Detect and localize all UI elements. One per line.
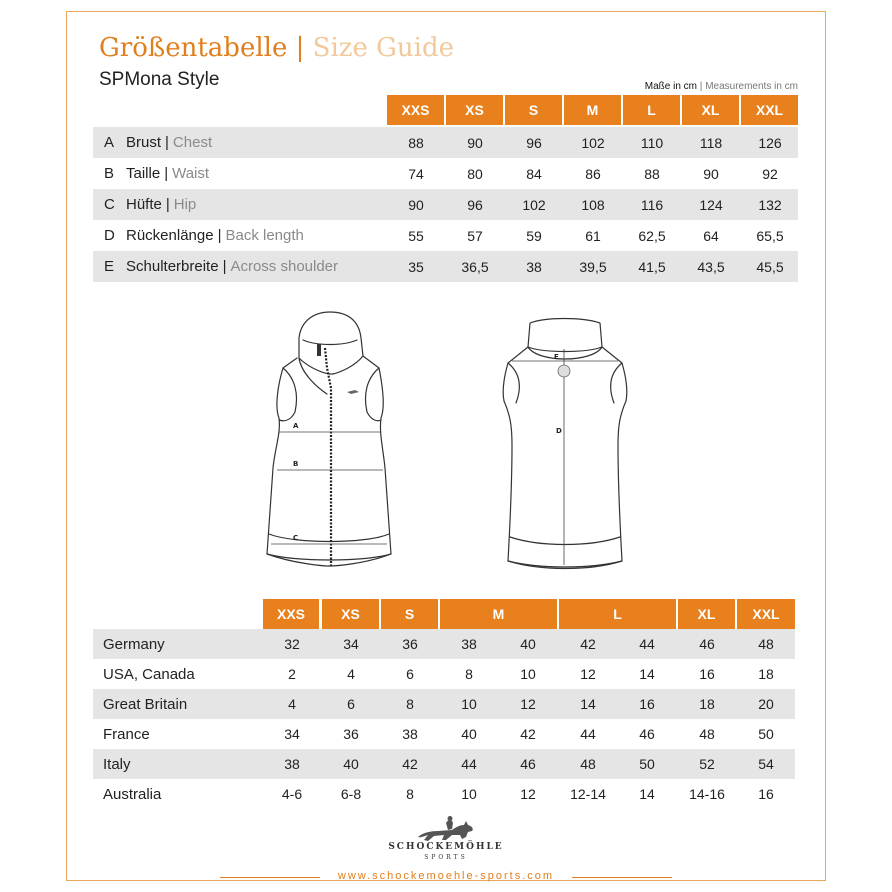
label-separator: | [164,165,169,182]
cell-value: 62,5 [638,227,666,244]
cell-value: 8 [465,666,473,682]
cell-value: 50 [758,726,774,742]
title-separator: | [295,33,305,63]
cell-value: 38 [402,726,418,742]
table-row [93,779,795,809]
cell-value: 8 [406,786,414,802]
diagram-label-c: C [293,534,299,542]
cell-value: 14 [639,786,655,802]
units-separator: | [699,81,703,92]
conv-header-s: S [381,599,438,629]
cell-value: 118 [699,134,723,151]
table-row [93,719,795,749]
cell-value: 86 [585,165,601,182]
row-label [126,134,212,151]
size-header-xxs: XXS [387,95,444,125]
cell-value: 92 [762,165,778,182]
table-row [93,689,795,719]
cell-value: 38 [461,636,477,652]
cell-value: 88 [408,134,424,151]
diagram-label-e: E [554,353,559,361]
label-separator: | [222,258,227,275]
conv-header-xl: XL [678,599,735,629]
country-label: France [103,725,150,743]
units-german: Maße in cm [644,81,698,92]
cell-value: 14-16 [689,786,725,802]
cell-value: 16 [699,666,715,682]
cell-value: 10 [461,696,477,712]
row-label [126,227,304,244]
cell-value: 32 [284,636,300,652]
cell-value: 126 [758,134,782,151]
page-title [99,30,454,66]
conv-header-xxl: XXL [737,599,795,629]
cell-value: 132 [758,196,782,213]
cell-value: 52 [699,756,715,772]
cell-value: 54 [758,756,774,772]
cell-value: 45,5 [756,258,784,275]
cell-value: 46 [639,726,655,742]
row-letter: A [104,134,115,151]
cell-value: 48 [580,756,596,772]
cell-value: 20 [758,696,774,712]
cell-value: 34 [284,726,300,742]
cell-value: 2 [288,666,296,682]
cell-value: 38 [284,756,300,772]
cell-value: 96 [467,196,483,213]
brand-name: SCHOCKEMÖHLE [388,842,504,852]
row-letter: E [104,258,115,275]
cell-value: 88 [644,165,660,182]
label-german: Schulterbreite [126,258,219,275]
website-url[interactable]: www.schockemoehle-sports.com [337,870,555,882]
label-german: Brust [126,134,162,151]
cell-value: 65,5 [756,227,784,244]
cell-value: 48 [699,726,715,742]
cell-value: 36 [402,636,418,652]
label-english: Back length [225,227,304,244]
cell-value: 12-14 [570,786,606,802]
size-header-l: L [623,95,680,125]
country-label: Italy [103,755,131,773]
label-english: Chest [172,134,213,151]
row-label [126,258,338,275]
cell-value: 4 [288,696,296,712]
cell-value: 90 [467,134,483,151]
table-row [93,251,798,282]
cell-value: 6-8 [340,786,362,802]
cell-value: 84 [526,165,542,182]
conv-header-xxs: XXS [263,599,319,629]
cell-value: 48 [758,636,774,652]
cell-value: 42 [580,636,596,652]
table-row [93,127,798,158]
cell-value: 124 [699,196,723,213]
label-separator: | [217,227,222,244]
diagram-label-b: B [293,460,299,468]
table-row [93,158,798,189]
cell-value: 42 [520,726,536,742]
row-letter: D [104,227,115,244]
cell-value: 42 [402,756,418,772]
table-row [93,220,798,251]
cell-value: 6 [347,696,355,712]
table-row [93,659,795,689]
cell-value: 40 [520,636,536,652]
label-separator: | [165,134,169,151]
units-english: Measurements in cm [705,81,798,92]
cell-value: 38 [526,258,542,275]
cell-value: 44 [580,726,596,742]
cell-value: 12 [580,666,596,682]
cell-value: 8 [406,696,414,712]
cell-value: 90 [408,196,424,213]
diagram-label-a: A [293,422,299,430]
style-name: SPMona Style [99,69,220,90]
label-german: Taille [126,165,161,182]
cell-value: 44 [639,636,655,652]
size-header-s: S [505,95,562,125]
conv-header-m: M [440,599,557,629]
cell-value: 90 [703,165,719,182]
cell-value: 14 [580,696,596,712]
cell-value: 102 [522,196,546,213]
cell-value: 116 [640,196,664,213]
cell-value: 80 [467,165,483,182]
country-label: USA, Canada [103,665,195,683]
size-header-xl: XL [682,95,739,125]
row-letter: C [104,196,115,213]
cell-value: 108 [581,196,605,213]
cell-value: 36 [343,726,359,742]
cell-value: 64 [703,227,719,244]
label-english: Hip [173,196,197,213]
country-label: Germany [103,635,165,653]
cell-value: 40 [461,726,477,742]
cell-value: 4 [347,666,355,682]
table-row [93,629,795,659]
cell-value: 16 [758,786,774,802]
cell-value: 4-6 [281,786,303,802]
title-english: Size Guide [312,33,454,63]
cell-value: 40 [343,756,359,772]
cell-value: 59 [526,227,542,244]
country-label: Great Britain [103,695,188,713]
size-header-xs: XS [446,95,503,125]
size-header-m: M [564,95,621,125]
diagram-label-d: D [556,427,562,435]
cell-value: 50 [639,756,655,772]
cell-value: 96 [526,134,542,151]
country-label: Australia [103,785,162,803]
label-german: Hüfte [126,196,162,213]
cell-value: 12 [520,696,536,712]
cell-value: 12 [520,786,536,802]
cell-value: 35 [408,258,424,275]
cell-value: 110 [640,134,664,151]
cell-value: 46 [699,636,715,652]
size-header-xxl: XXL [741,95,798,125]
table-row [93,189,798,220]
conv-header-xs: XS [322,599,379,629]
vest-back-diagram [490,315,640,580]
cell-value: 102 [581,134,605,151]
cell-value: 36,5 [461,258,489,275]
cell-value: 57 [467,227,483,244]
cell-value: 10 [461,786,477,802]
row-letter: B [104,165,115,182]
cell-value: 55 [408,227,424,244]
horse-rider-logo-icon [412,815,480,843]
row-label [126,196,196,213]
cell-value: 18 [699,696,715,712]
cell-value: 34 [343,636,359,652]
cell-value: 41,5 [638,258,666,275]
title-german: Größentabelle [99,33,288,63]
cell-value: 16 [639,696,655,712]
cell-value: 61 [585,227,601,244]
cell-value: 39,5 [579,258,607,275]
label-german: Rückenlänge [126,227,214,244]
conv-header-l: L [559,599,676,629]
table-row [93,749,795,779]
cell-value: 6 [406,666,414,682]
vest-front-diagram [255,308,405,578]
cell-value: 44 [461,756,477,772]
label-separator: | [165,196,170,213]
cell-value: 14 [639,666,655,682]
brand-sub: SPORTS [424,854,468,861]
label-english: Across shoulder [230,258,339,275]
cell-value: 46 [520,756,536,772]
cell-value: 18 [758,666,774,682]
label-english: Waist [172,165,210,182]
cell-value: 43,5 [697,258,725,275]
row-label [126,165,209,182]
cell-value: 10 [520,666,536,682]
cell-value: 74 [408,165,424,182]
units-note [645,80,798,94]
